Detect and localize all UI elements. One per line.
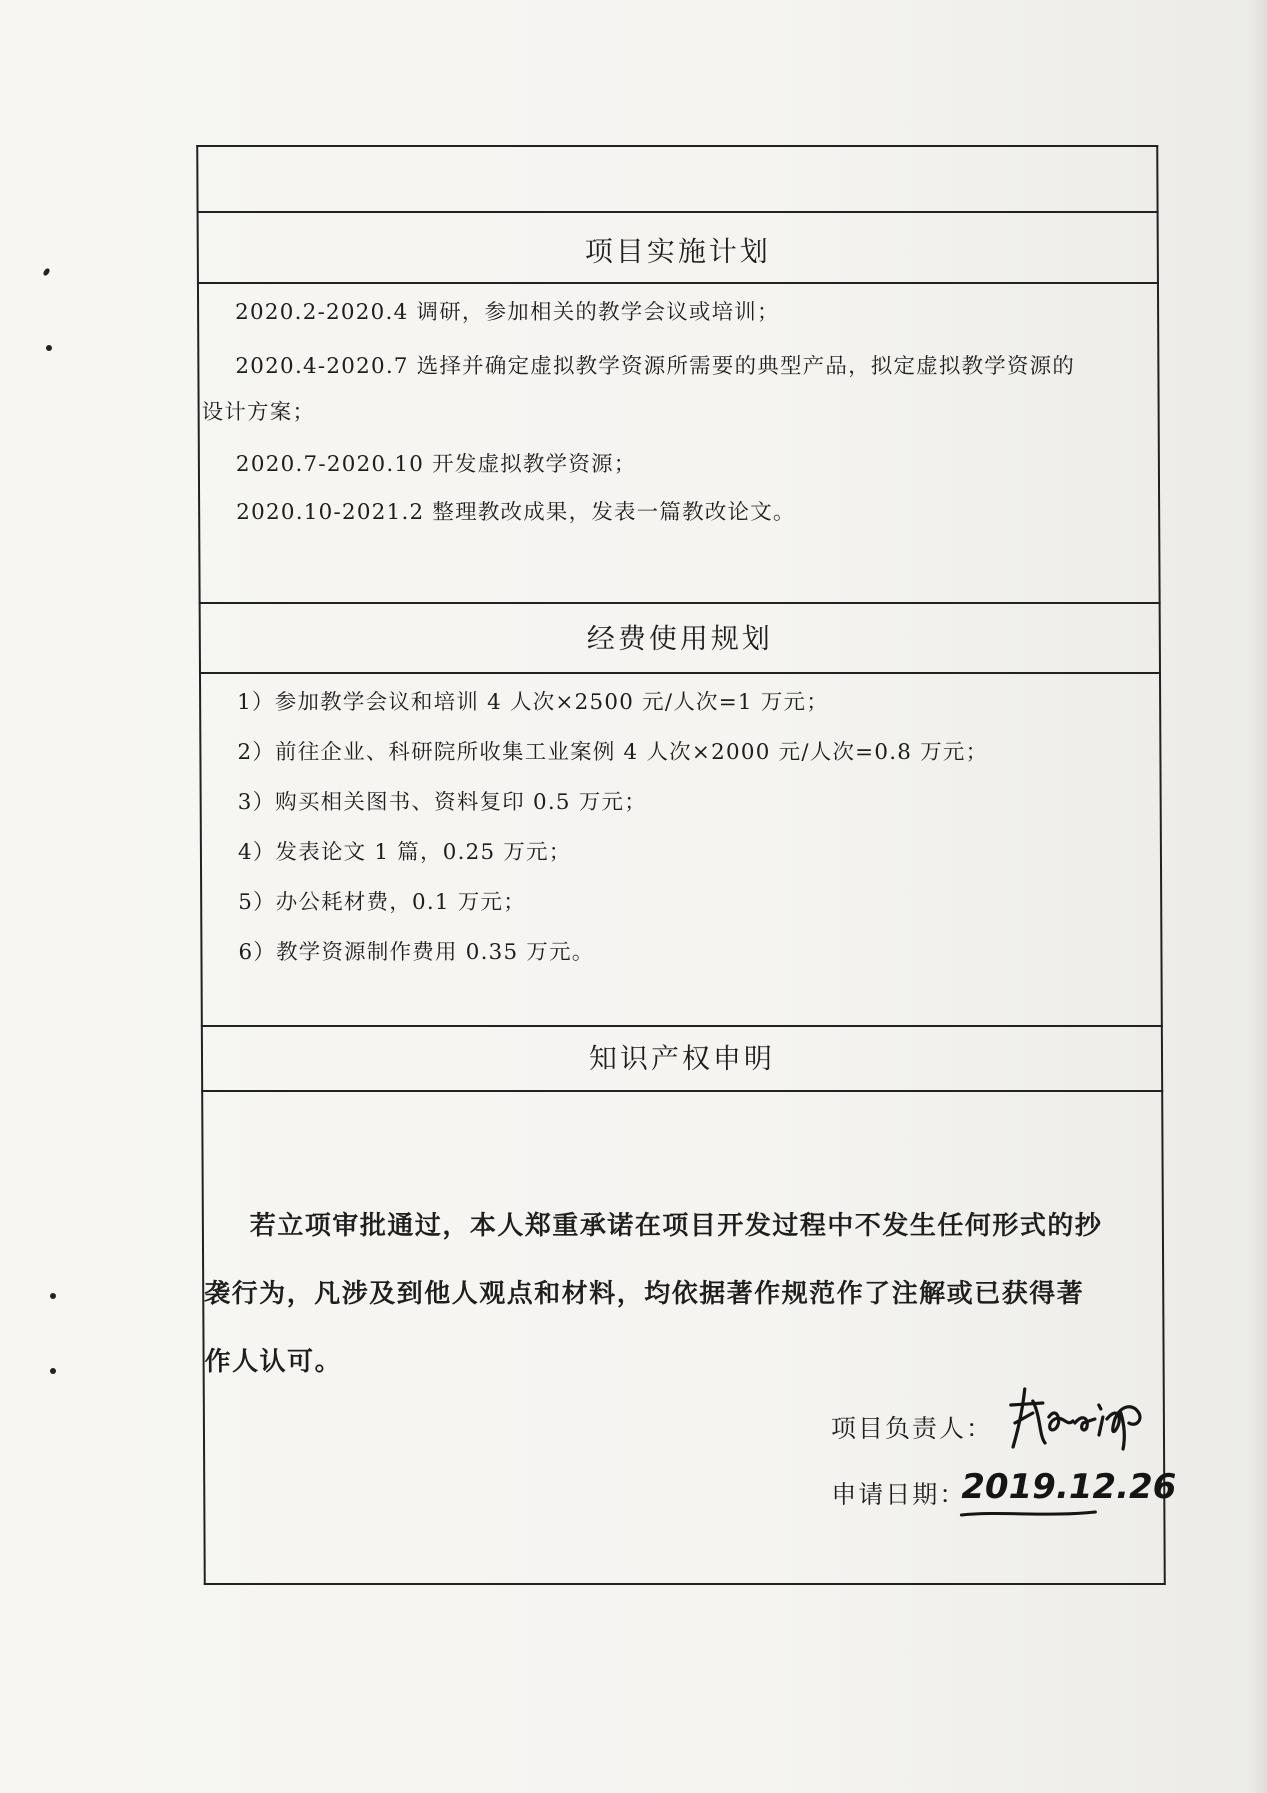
handwritten-signature-image xyxy=(1003,1383,1163,1453)
budget-item-4: 4）发表论文 1 篇，0.25 万元； xyxy=(237,840,572,865)
budget-item-1: 1）参加教学会议和培训 4 人次×2500 元/人次=1 万元； xyxy=(237,690,829,715)
scan-speck xyxy=(50,1368,56,1374)
page-edge-shadow xyxy=(1249,0,1267,1793)
application-form-table xyxy=(196,145,1177,1585)
plan-line-2: 2020.4-2020.7 选择并确定虚拟教学资源所需要的典型产品，拟定虚拟教学资源的 xyxy=(235,354,1076,379)
scan-speck xyxy=(46,345,52,351)
row-divider xyxy=(199,672,1161,674)
ip-statement-line-1: 若立项审批通过，本人郑重承诺在项目开发过程中不发生任何形式的抄 xyxy=(249,1211,1103,1241)
plan-line-3: 设计方案； xyxy=(201,400,316,425)
plan-line-4: 2020.7-2020.10 开发虚拟教学资源； xyxy=(235,452,637,477)
budget-item-2: 2）前往企业、科研院所收集工业案例 4 人次×2000 元/人次=0.8 万元； xyxy=(237,740,989,765)
handwritten-date: 2019.12.26 xyxy=(961,1467,1177,1507)
row-divider xyxy=(197,211,1159,213)
row-divider xyxy=(201,1025,1163,1027)
ip-statement-line-3: 作人认可。 xyxy=(204,1347,343,1377)
table-border-top xyxy=(196,145,1158,147)
budget-item-6: 6）教学资源制作费用 0.35 万元。 xyxy=(238,940,595,965)
plan-line-5: 2020.10-2021.2 整理教改成果，发表一篇教改论文。 xyxy=(236,500,796,525)
ip-section-title: 知识产权申明 xyxy=(588,1042,776,1075)
plan-line-1: 2020.2-2020.4 调研，参加相关的教学会议或培训； xyxy=(235,300,780,325)
ip-statement-line-2: 袭行为，凡涉及到他人观点和材料，均依据著作规范作了注解或已获得著 xyxy=(204,1279,1085,1309)
row-divider xyxy=(201,1090,1163,1092)
date-label: 申请日期： xyxy=(831,1480,967,1509)
budget-item-3: 3）购买相关图书、资料复印 0.5 万元； xyxy=(237,790,647,815)
budget-section-title: 经费使用规划 xyxy=(586,622,773,655)
date-underline-stroke xyxy=(959,1507,1099,1521)
row-divider xyxy=(199,602,1161,604)
table-border-bottom xyxy=(204,1583,1166,1585)
budget-item-5: 5）办公耗材费，0.1 万元； xyxy=(238,890,526,915)
signer-label: 项目负责人： xyxy=(830,1414,994,1443)
scan-speck xyxy=(50,1293,56,1299)
plan-section-title: 项目实施计划 xyxy=(584,235,771,268)
row-divider xyxy=(197,282,1159,284)
